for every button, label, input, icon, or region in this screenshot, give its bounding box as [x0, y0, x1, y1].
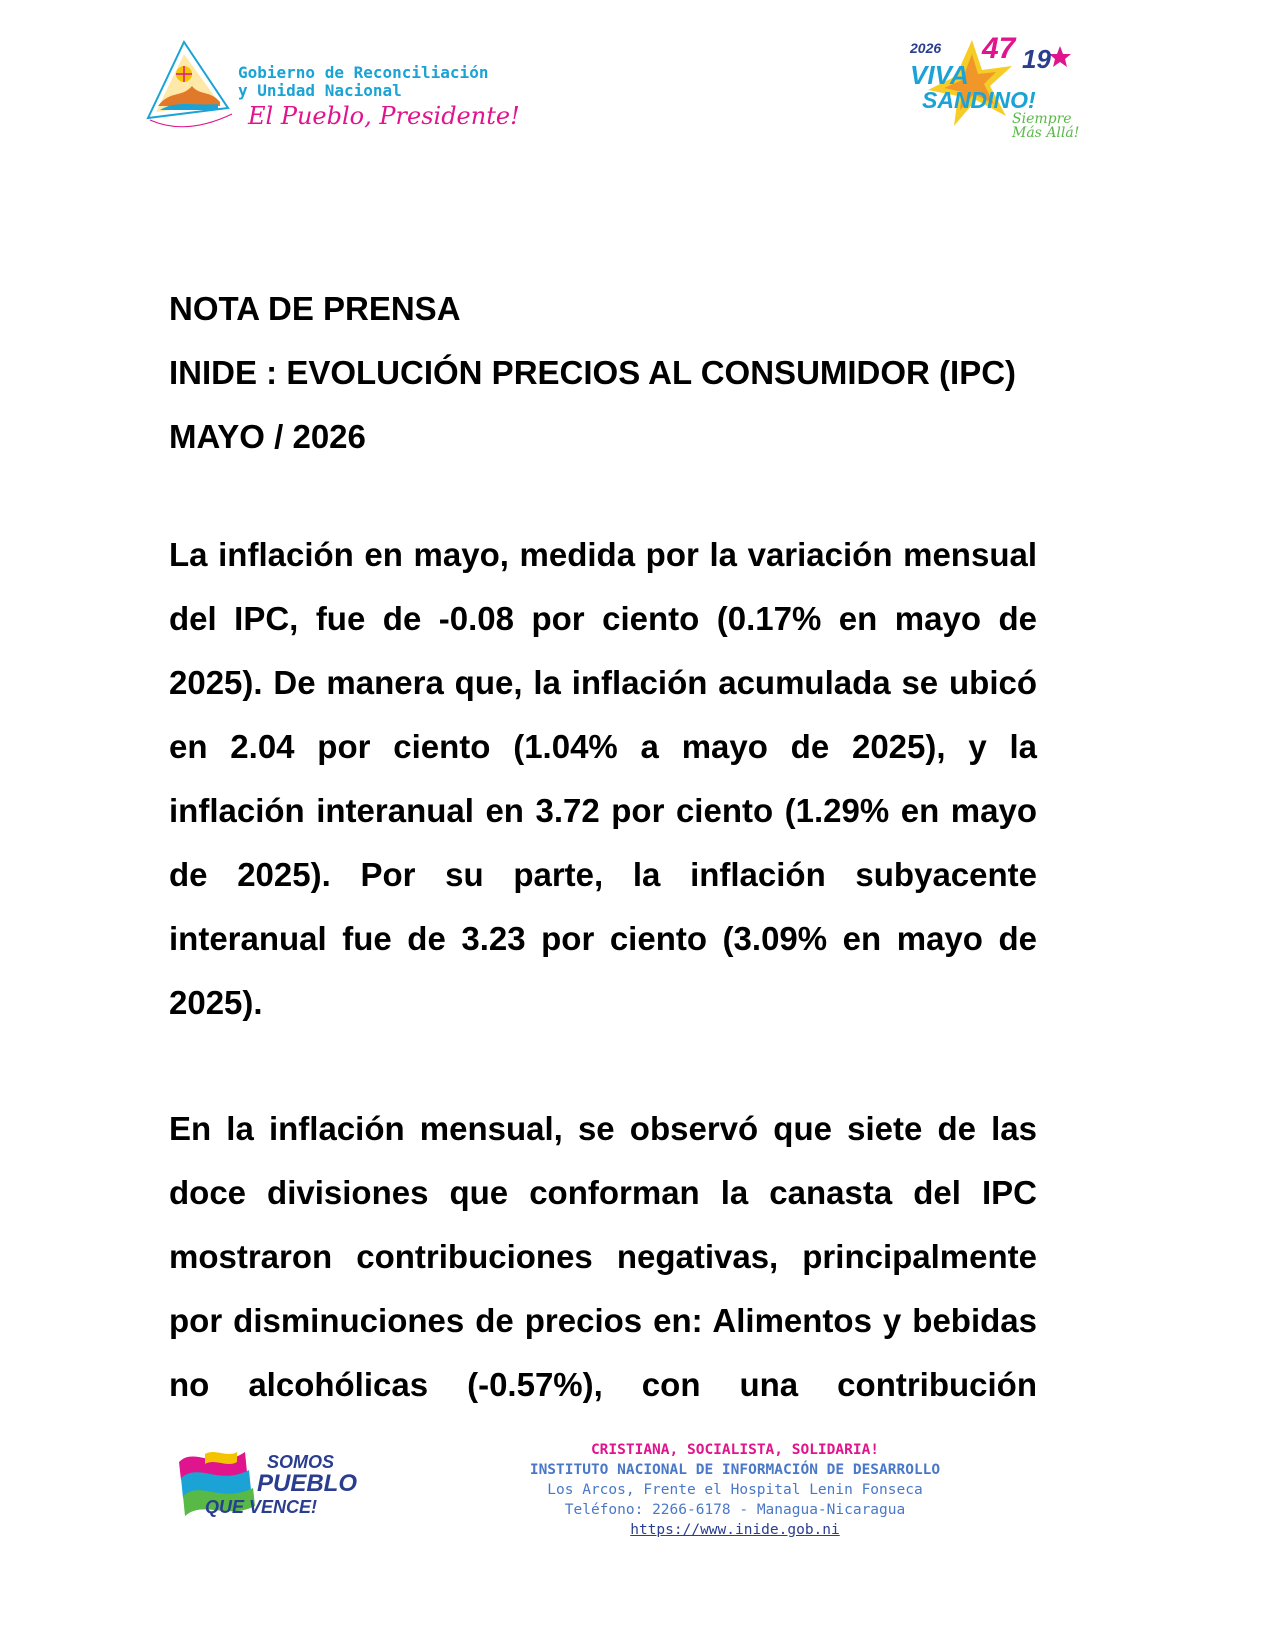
footer-contact [470, 1440, 1000, 1540]
footer-institution: INSTITUTO NACIONAL DE INFORMACIÓN DE DESARROLLO [529, 1462, 941, 1478]
logo-number-19: 19 [1022, 44, 1051, 74]
logo-number-47: 47 [982, 32, 1016, 65]
logo-tagline: Siempre Más Allá! [1012, 111, 1080, 141]
somos-pueblo-logo [175, 1442, 358, 1527]
government-logo [142, 40, 542, 145]
title-line-2: INIDE : EVOLUCIÓN PRECIOS AL CONSUMIDOR (IPC) [169, 354, 1017, 391]
title-line-3: MAYO / 2026 [169, 418, 366, 455]
body-paragraph-1: La inflación en mayo, medida por la variación mensual del IPC, fue de -0.08 por ciento (0.17% en mayo de 2025). De manera que, la inflación acumulada se ubicó en 2.04 por ciento (1.04% a mayo de 2025), y la inflación interanual en 3.72 por ciento (1.29% en mayo de 2025). Por su parte, la inflación subyacente interanual fue de 3.23 por ciento (3.09% en mayo de 2025). [169, 536, 1037, 1021]
footer-logo-line2: PUEBLO [257, 1470, 358, 1497]
body-paragraph-2: En la inflación mensual, se observó que siete de las doce divisiones que conforman la canasta del IPC mostraron contribuciones negativas, principalmente por disminuciones de precios en: Alimentos y bebidas no alcohólicas (-0.57%), con una contribución [169, 1110, 1037, 1403]
footer-motto: CRISTIANA, SOCIALISTA, SOLIDARIA! [590, 1442, 880, 1458]
footer-logo-line1: SOMOS [267, 1452, 335, 1472]
viva-sandino-logo [910, 30, 1078, 142]
logo-viva: VIVA [910, 60, 969, 90]
title-line-1: NOTA DE PRENSA [169, 290, 461, 327]
logo-year: 2026 [910, 40, 942, 56]
gov-slogan: El Pueblo, Presidente! [248, 102, 520, 130]
press-release-title [169, 277, 1049, 469]
footer-address: Los Arcos, Frente el Hospital Lenin Fonseca [547, 1482, 923, 1498]
footer-logo-line3: QUE VENCE! [205, 1497, 318, 1517]
footer-phone: Teléfono: 2266-6178 - Managua-Nicaragua [564, 1502, 906, 1518]
footer-website-link[interactable]: https://www.inide.gob.ni [630, 1522, 840, 1538]
logo-sandino: SANDINO! [922, 87, 1036, 113]
triangle-seal-icon [142, 40, 242, 145]
gov-name-line2: y Unidad Nacional [238, 81, 402, 100]
gov-name-line1: Gobierno de Reconciliación [238, 63, 489, 82]
